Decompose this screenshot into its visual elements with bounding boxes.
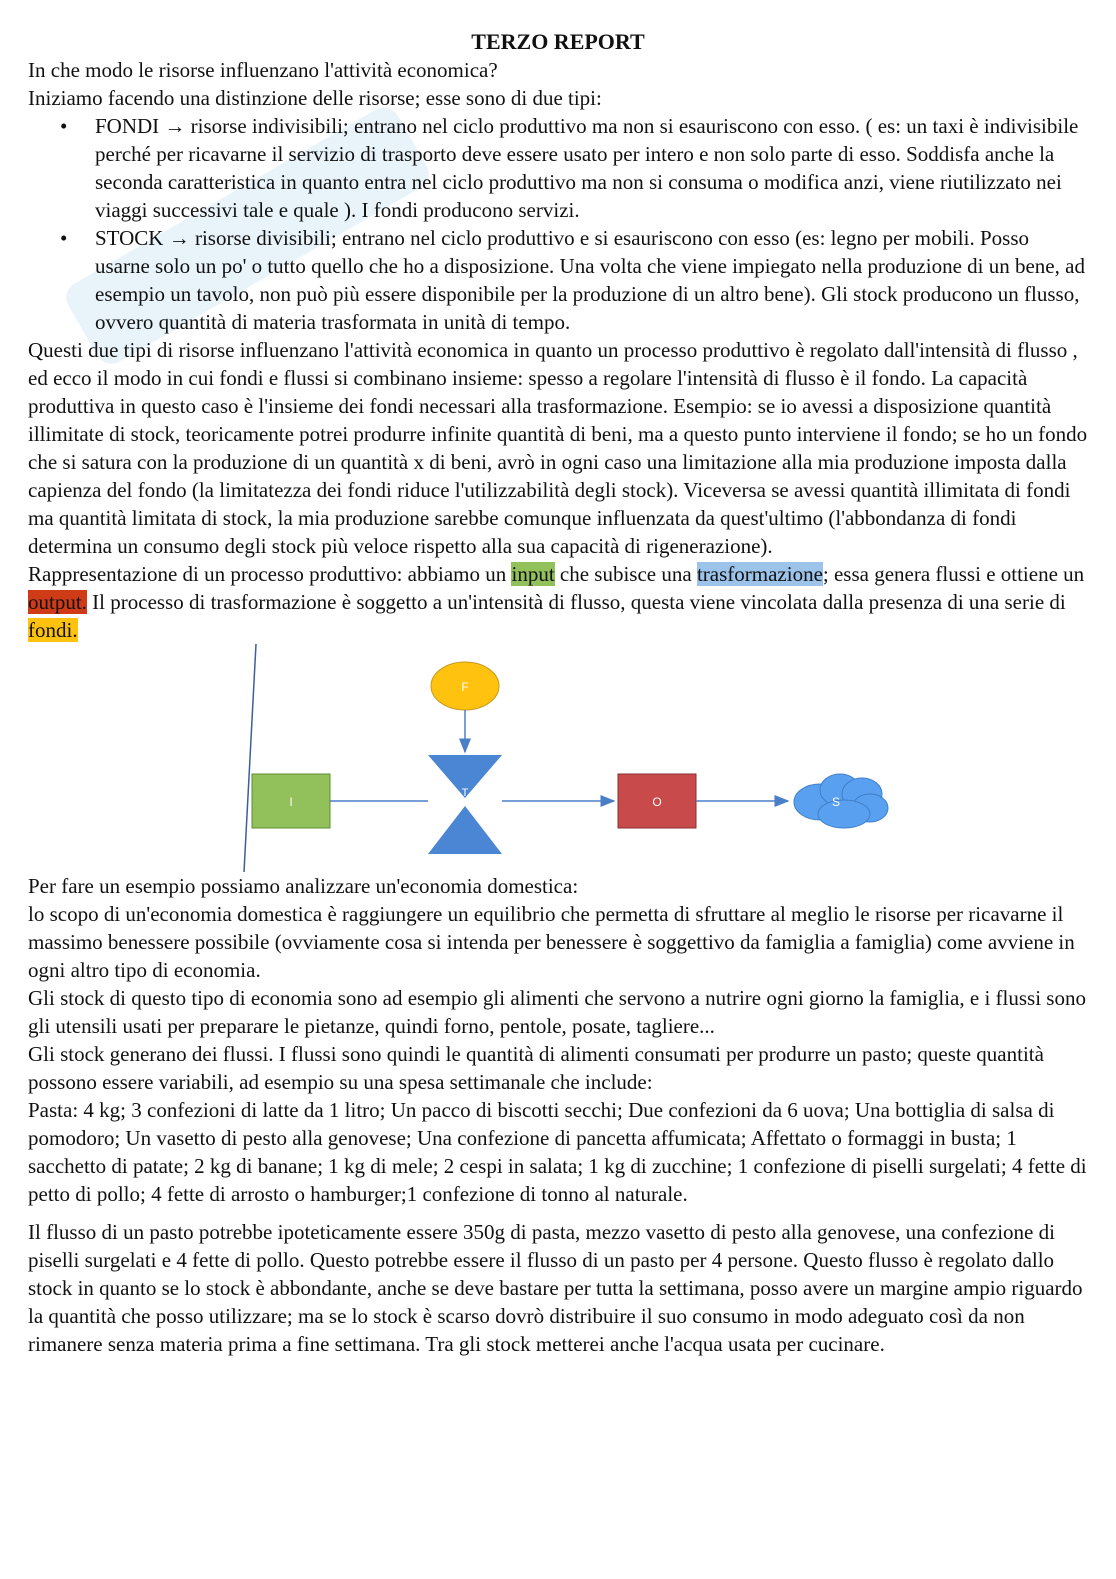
- representation-text: Il processo di trasformazione è soggetto a un'intensità di flusso, questa viene vincolata dalla presenza di una serie di: [86, 590, 1066, 614]
- production-process-diagram: [28, 644, 1088, 872]
- sink-cloud: [794, 774, 888, 828]
- highlight-fondi: fondi.: [28, 618, 78, 642]
- list-item-text: STOCK → risorse divisibili; entrano nel ciclo produttivo e si esauriscono con esso (es: legno per mobili. Posso usarne solo un po' o tutto quello che ho a disposizione. Una volta che viene impiegato nella produzione di un bene, ad esempio un tavolo, non può più essere disponibile per la produzione di un altro bene). Gli stock producono un flusso, ovvero quantità di materia trasformata in unità di tempo.: [95, 226, 1085, 334]
- bullet-icon: •: [60, 114, 68, 138]
- paragraph-representation: [28, 560, 1088, 644]
- paragraph-stock-alimenti: Gli stock di questo tipo di economia sono ad esempio gli alimenti che servono a nutrire ogni giorno la famiglia, e i flussi sono gli utensili usati per preparare le pietanze, quindi forno, pentole, posate, tagliere...: [28, 986, 1086, 1038]
- paragraph-example-intro: Per fare un esempio possiamo analizzare un'economia domestica:: [28, 874, 579, 898]
- input-label: I: [289, 795, 293, 809]
- representation-text: che subisce una: [554, 562, 697, 586]
- paragraph-economia-domestica: lo scopo di un'economia domestica è raggiungere un equilibrio che permetta di sfruttare al meglio le risorse per ricavarne il massimo benessere possibile (ovviamente cosa si intenda per benessere è soggettivo da famiglia a famiglia) come avviene in ogni altro tipo di economia.: [28, 902, 1075, 982]
- fund-label: F: [461, 680, 469, 694]
- list-item-text: FONDI → risorse indivisibili; entrano nel ciclo produttivo ma non si esauriscono con esso. ( es: un taxi è indivisibile perché per ricavarne il servizio di trasporto deve essere usato per intero e non solo parte di esso. Soddisfa anche la seconda caratteristica in quanto entra nel ciclo produttivo ma non si consuma o modifica anzi, viene riutilizzato nei viaggi successivi tale e quale ). I fondi producono servizi.: [95, 114, 1079, 222]
- diagram-svg: [28, 644, 1088, 872]
- transform-label: T: [461, 787, 469, 799]
- bullet-icon: •: [60, 226, 68, 250]
- highlight-trasformazione: trasformazione: [696, 562, 823, 586]
- sink-label: S: [831, 795, 841, 809]
- paragraph-flusso-pasto: Il flusso di un pasto potrebbe ipoteticamente essere 350g di pasta, mezzo vasetto di pesto alla genovese, una confezione di piselli surgelati e 4 fette di pollo. Questo potrebbe essere il flusso di un pasto per 4 persone. Questo flusso è regolato dallo stock in quanto se lo stock è abbondante, anche se deve bastare per tutta la settimana, posso avere un margine ampio riguardo la quantità che posso utilizzare; ma se lo stock è scarso dovrò distribuire il suo consumo in modo adeguato così da non rimanere senza materia prima a fine settimana. Tra gli stock metterei anche l'acqua usata per cucinare.: [28, 1220, 1083, 1356]
- vertical-divider-line: [244, 644, 256, 872]
- resource-type-list: [28, 112, 1088, 336]
- list-item-stock: [28, 224, 1088, 336]
- paragraph-flussi: Gli stock generano dei flussi. I flussi sono quindi le quantità di alimenti consumati per produrre un pasto; queste quantità possono essere variabili, ad esempio su una spesa settimanale che include:: [28, 1042, 1044, 1094]
- intro-distinction: Iniziamo facendo una distinzione delle risorse; esse sono di due tipi:: [28, 86, 602, 110]
- highlight-output: output.: [28, 590, 87, 614]
- intro-question: In che modo le risorse influenzano l'attività economica?: [28, 58, 498, 82]
- representation-text: ; essa genera flussi e ottiene un: [822, 562, 1085, 586]
- list-item-fondi: [28, 112, 1088, 224]
- highlight-input: input: [511, 562, 555, 586]
- paragraph-spesa-settimanale: Pasta: 4 kg; 3 confezioni di latte da 1 litro; Un pacco di biscotti secchi; Due confezioni da 6 uova; Una bottiglia di salsa di pomodoro; Un vasetto di pesto alla genovese; Una confezione di pancetta affumicata; Affettato o formaggi in busta; 1 sacchetto di patate; 2 kg di banane; 1 kg di mele; 2 cespi in salata; 1 kg di zucchine; 1 confezione di piselli surgelati; 4 fette di petto di pollo; 4 fette di arrosto o hamburger;1 confezione di tonno al naturale.: [28, 1098, 1087, 1206]
- output-label: O: [652, 795, 662, 809]
- representation-text: Rappresentazione di un processo produttivo: abbiamo un: [28, 562, 512, 586]
- paragraph-fondi-flussi: Questi due tipi di risorse influenzano l'attività economica in quanto un processo produttivo è regolato dall'intensità di flusso , ed ecco il modo in cui fondi e flussi si combinano insieme: spesso a regolare l'intensità di flusso è il fondo. La capacità produttiva in questo caso è l'insieme dei fondi necessari alla trasformazione. Esempio: se io avessi a disposizione quantità illimitate di stock, teoricamente potrei produrre infinite quantità di beni, ma a questo punto interviene il fondo; se ho un fondo che si satura con la produzione di un quantità x di beni, avrò in ogni caso una limitazione alla mia produzione imposta dalla capienza del fondo (la limitatezza dei fondi riduce l'utilizzabilità degli stock). Viceversa se avessi quantità illimitata di fondi ma quantità limitata di stock, la mia produzione sarebbe comunque influenzata da quest'ultimo (l'abbondanza di fondi determina un consumo degli stock più veloce rispetto alla sua capacità di rigenerazione).: [28, 338, 1088, 558]
- page-title: TERZO REPORT: [471, 29, 645, 54]
- document-page: [28, 28, 1088, 1358]
- transform-hourglass-bottom: [428, 806, 502, 854]
